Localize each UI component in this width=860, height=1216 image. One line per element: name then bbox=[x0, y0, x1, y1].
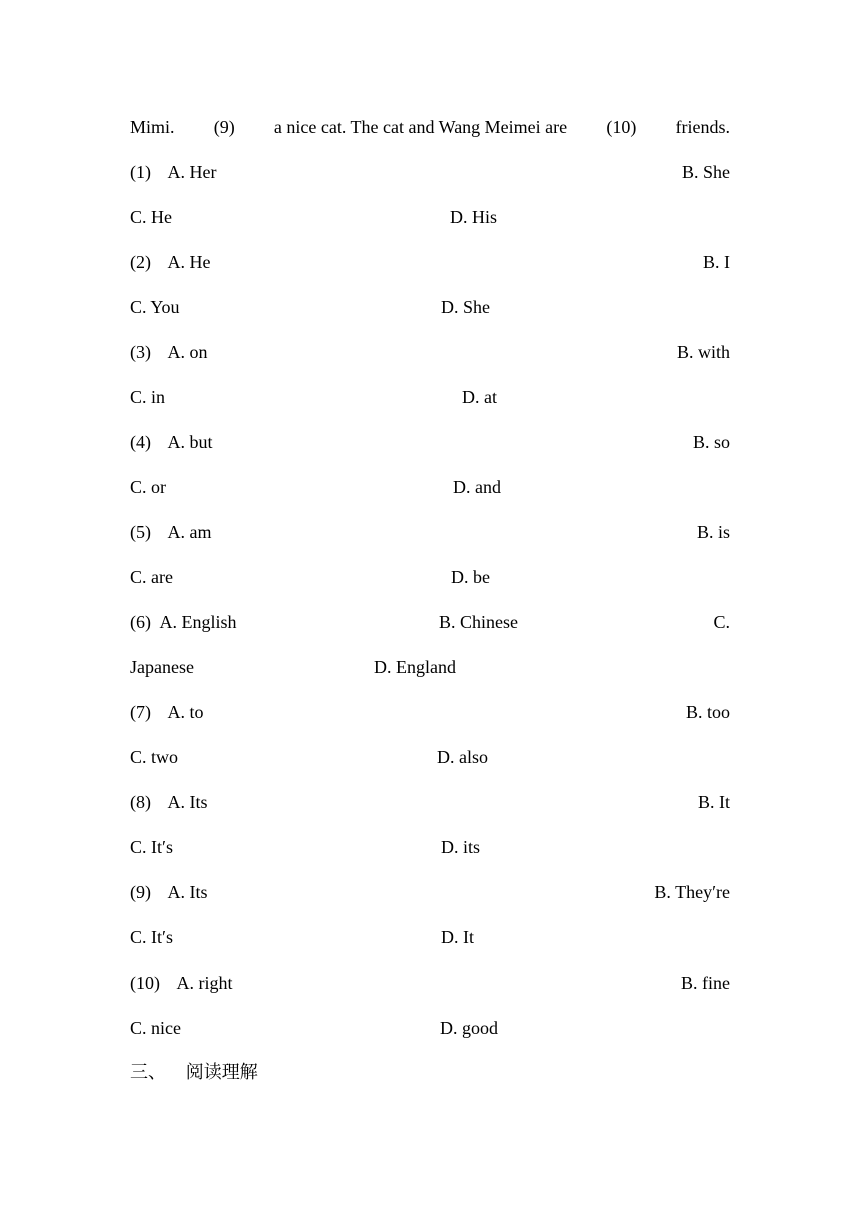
blank-number: (10) bbox=[606, 117, 637, 137]
option-b: B. too bbox=[685, 702, 730, 722]
option-d: D. His bbox=[450, 207, 498, 227]
option-d: D. and bbox=[453, 477, 501, 497]
question-6-row-abc bbox=[130, 610, 730, 634]
option-a: A. on bbox=[167, 342, 208, 362]
question-9-row-cd bbox=[130, 925, 730, 949]
question-2-row-cd bbox=[130, 295, 730, 319]
option-d: D. England bbox=[374, 657, 456, 677]
passage-line bbox=[130, 115, 730, 139]
section-number: 三、 bbox=[130, 1062, 166, 1083]
question-4-row-ab bbox=[130, 430, 730, 454]
question-5-row-ab bbox=[130, 520, 730, 544]
question-number: (6) bbox=[130, 612, 151, 632]
question-6-row-cd bbox=[130, 655, 730, 679]
question-number: (3) bbox=[130, 342, 151, 362]
option-b: B. with bbox=[676, 342, 730, 362]
option-c: C. or bbox=[130, 477, 166, 497]
option-c: C. It′s bbox=[130, 837, 173, 857]
question-1-row-ab bbox=[130, 160, 730, 184]
question-number: (7) bbox=[130, 702, 151, 722]
option-b: B. It bbox=[697, 792, 730, 812]
question-8-row-cd bbox=[130, 835, 730, 859]
question-number: (4) bbox=[130, 432, 151, 452]
option-a: A. Its bbox=[167, 792, 208, 812]
question-number: (8) bbox=[130, 792, 151, 812]
option-b: B. She bbox=[681, 162, 730, 182]
option-c: Japanese bbox=[130, 657, 194, 677]
question-number: (9) bbox=[130, 882, 151, 902]
question-8-row-ab bbox=[130, 790, 730, 814]
question-9-row-ab bbox=[130, 880, 730, 904]
question-7-row-ab bbox=[130, 700, 730, 724]
question-number: (2) bbox=[130, 252, 151, 272]
question-2-row-ab bbox=[130, 250, 730, 274]
section-heading bbox=[130, 1061, 730, 1085]
option-a: A. am bbox=[167, 522, 212, 542]
option-b: B. fine bbox=[681, 973, 730, 993]
option-c-label: C. bbox=[713, 612, 730, 632]
question-4-row-cd bbox=[130, 475, 730, 499]
option-c: C. are bbox=[130, 567, 173, 587]
option-a: A. Her bbox=[167, 162, 217, 182]
question-3-row-cd bbox=[130, 385, 730, 409]
option-b: B. I bbox=[703, 252, 730, 272]
question-number: (10) bbox=[130, 973, 160, 993]
question-7-row-cd bbox=[130, 745, 730, 769]
passage-word: Mimi. bbox=[130, 117, 175, 137]
option-d: D. be bbox=[451, 567, 490, 587]
question-3-row-ab bbox=[130, 340, 730, 364]
option-b: B. Chinese bbox=[439, 612, 518, 632]
option-c: C. two bbox=[130, 747, 179, 767]
question-10-row-cd bbox=[130, 1016, 730, 1040]
option-c: C. nice bbox=[130, 1018, 181, 1038]
option-d: D. It bbox=[441, 927, 474, 947]
question-number: (5) bbox=[130, 522, 151, 542]
option-b: B. so bbox=[692, 432, 730, 452]
option-c: C. It′s bbox=[130, 927, 173, 947]
option-d: D. good bbox=[440, 1018, 498, 1038]
question-1-row-cd bbox=[130, 205, 730, 229]
question-number: (1) bbox=[130, 162, 151, 182]
option-a: A. English bbox=[159, 612, 237, 632]
option-b: B. is bbox=[696, 522, 730, 542]
option-a: A. but bbox=[167, 432, 213, 452]
question-10-row-ab bbox=[130, 971, 730, 995]
blank-number: (9) bbox=[213, 117, 235, 137]
option-c: C. in bbox=[130, 387, 166, 407]
option-d: D. She bbox=[441, 297, 490, 317]
option-c: C. You bbox=[130, 297, 180, 317]
option-a: A. right bbox=[176, 973, 233, 993]
option-d: D. at bbox=[462, 387, 497, 407]
section-title: 阅读理解 bbox=[185, 1062, 258, 1083]
passage-word: friends. bbox=[675, 117, 730, 137]
option-a: A. He bbox=[167, 252, 211, 272]
passage-text: a nice cat. The cat and Wang Meimei are bbox=[273, 117, 568, 137]
option-b: B. They′re bbox=[654, 882, 730, 902]
option-c: C. He bbox=[130, 207, 172, 227]
option-a: A. Its bbox=[167, 882, 208, 902]
option-d: D. also bbox=[437, 747, 488, 767]
question-5-row-cd bbox=[130, 565, 730, 589]
option-a: A. to bbox=[167, 702, 204, 722]
option-d: D. its bbox=[441, 837, 481, 857]
